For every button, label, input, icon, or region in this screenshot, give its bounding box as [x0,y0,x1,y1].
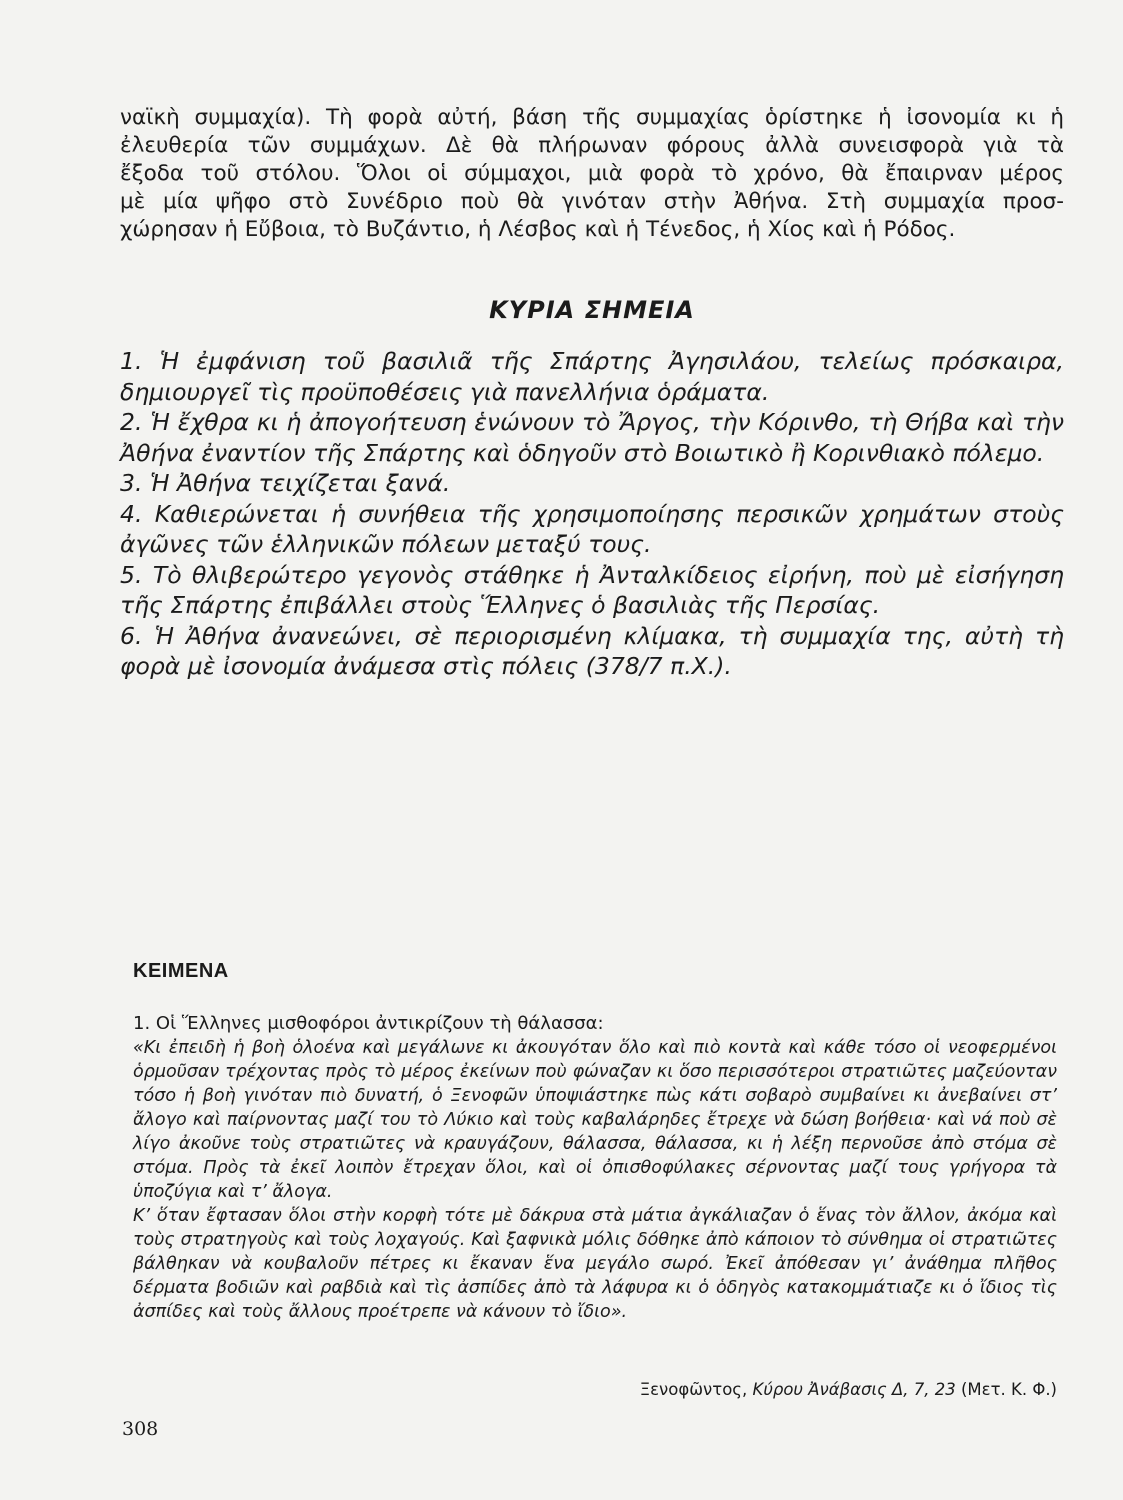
citation-translator: (Μετ. Κ. Φ.) [961,1380,1057,1399]
citation-work: Κύρου Ἀνάβασις Δ, 7, 23 [752,1380,956,1399]
intro-line: ἐλευθερία τῶν συμμάχων. Δὲ θὰ πλήρωναν φόρους ἀλλὰ συνεισφορὰ γιὰ τὰ [120,133,1064,158]
intro-paragraph [120,104,1064,244]
key-points-list [120,346,1064,682]
key-point-item: 6. Ἡ Ἀθήνα ἀνανεώνει, σὲ περιορισμένη κλίμακα, τὴ συμμαχία της, αὐτὴ τὴ φορὰ μὲ ἰσονομία ἀνάμεσα στὶς πόλεις (378/7 π.Χ.). [120,621,1064,680]
intro-line: χώρησαν ἡ Εὔβοια, τὸ Βυζάντιο, ἡ Λέσβος καὶ ἡ Τένεδος, ἡ Χίος καὶ ἡ Ρόδος. [120,217,956,242]
page-number: 308 [122,1418,159,1440]
key-point-item: 4. Καθιερώνεται ἡ συνήθεια τῆς χρησιμοποίησης περσικῶν χρημάτων στοὺς ἀγῶνες τῶν ἑλληνικῶν πόλεων μεταξύ τους. [120,499,1064,558]
texts-heading: ΚΕΙΜΕΝΑ [133,960,229,982]
intro-line: ἔξοδα τοῦ στόλου. Ὅλοι οἱ σύμμαχοι, μιὰ φορὰ τὸ χρόνο, θὰ ἔπαιρναν μέρος [120,161,1064,186]
citation [640,1380,1057,1399]
key-point-item: 5. Τὸ θλιβερώτερο γεγονὸς στάθηκε ἡ Ἀνταλκίδειος εἰρήνη, ποὺ μὲ εἰσήγηση τῆς Σπάρτης ἐπιβάλλει στοὺς Ἕλληνες ὁ βασιλιὰς τῆς Περσίας. [120,560,1064,619]
source-intro: 1. Οἱ Ἕλληνες μισθοφόροι ἀντικρίζουν τὴ θάλασσα: [133,1013,604,1034]
citation-author: Ξενοφῶντος, [639,1380,748,1399]
key-point-item: 1. Ἡ ἐμφάνιση τοῦ βασιλιᾶ τῆς Σπάρτης Ἀγησιλάου, τελείως πρόσκαιρα, δημιουργεῖ τὶς προϋποθέσεις γιὰ πανελλήνια ὁράματα. [120,347,1064,406]
intro-line: ναϊκὴ συμμαχία). Τὴ φορὰ αὐτή, βάση τῆς συμμαχίας ὁρίστηκε ἡ ἰσονομία κι ἡ [120,105,1064,130]
quote-paragraph: Κ’ ὅταν ἔφτασαν ὅλοι στὴν κορφὴ τότε μὲ δάκρυα στὰ μάτια ἀγκάλιαζαν ὁ ἕνας τὸν ἄλλον, ἀκόμα καὶ τοὺς στρατηγοὺς καὶ τοὺς λοχαγούς. Καὶ ξαφνικὰ μόλις δόθηκε ἀπὸ κάποιον τὸ σύνθημα οἱ στρατιῶτες βάλθηκαν νὰ κουβαλοῦν πέτρες κι ἔκαναν ἕνα μεγάλο σωρό. Ἐκεῖ ἀπόθεσαν γι’ ἀνάθημα πλῆθος δέρματα βοδιῶν καὶ ραβδιὰ καὶ τὶς ἀσπίδες ἀπὸ τὰ λάφυρα κι ὁ ὁδηγὸς κατακομμάτιαζε κι ὁ ἴδιος τὶς ἀσπίδες καὶ τοὺς ἄλλους προέτρεπε νὰ κάνουν τὸ ἴδιο». [133,1206,1057,1322]
key-points-heading: ΚΥΡΙΑ ΣΗΜΕΙΑ [489,296,695,324]
key-point-item: 3. Ἡ Ἀθήνα τειχίζεται ξανά. [120,469,451,497]
page-body [120,104,1064,682]
key-point-item: 2. Ἡ ἔχθρα κι ἡ ἀπογοήτευση ἑνώνουν τὸ Ἄργος, τὴν Κόρινθο, τὴ Θήβα καὶ τὴν Ἀθήνα ἐναντίον τῆς Σπάρτης καὶ ὁδηγοῦν στὸ Βοιωτικὸ ἢ Κορινθιακὸ πόλεμο. [120,408,1064,467]
texts-section [133,1012,1057,1324]
intro-line: μὲ μία ψῆφο στὸ Συνέδριο ποὺ θὰ γινόταν στὴν Ἀθήνα. Στὴ συμμαχία προσ- [120,189,1064,214]
quote-paragraph: «Κι ἐπειδὴ ἡ βοὴ ὁλοένα καὶ μεγάλωνε κι ἀκουγόταν ὅλο καὶ πιὸ κοντὰ καὶ κάθε τόσο οἱ νεοφερμένοι ὁρμοῦσαν τρέχοντας πρὸς τὸ μέρος ἐκείνων ποὺ φώναζαν κι ὅσο περισσότεροι στρατιῶτες μαζεύονταν τόσο ἡ βοὴ γινόταν πιὸ δυνατή, ὁ Ξενοφῶν ὑποψιάστηκε πὼς κάτι σοβαρὸ συμβαίνει κι ἀνεβαίνει στ’ ἄλογο καὶ παίρνοντας μαζί του τὸ Λύκιο καὶ τοὺς καβαλάρηδες ἔτρεχε νὰ δώση βοήθεια· καὶ νά ποὺ σὲ λίγο ἀκοῦνε τοὺς στρατιῶτες νὰ κραυγάζουν, θάλασσα, θάλασσα, κι ἡ λέξη περνοῦσε ἀπὸ στόμα σὲ στόμα. Πρὸς τὰ ἐκεῖ λοιπὸν ἔτρεχαν ὅλοι, καὶ οἱ ὀπισθοφύλακες σέρνοντας μαζί τους γρήγορα τὰ ὑποζύγια καὶ τ’ ἄλογα. [133,1038,1057,1202]
